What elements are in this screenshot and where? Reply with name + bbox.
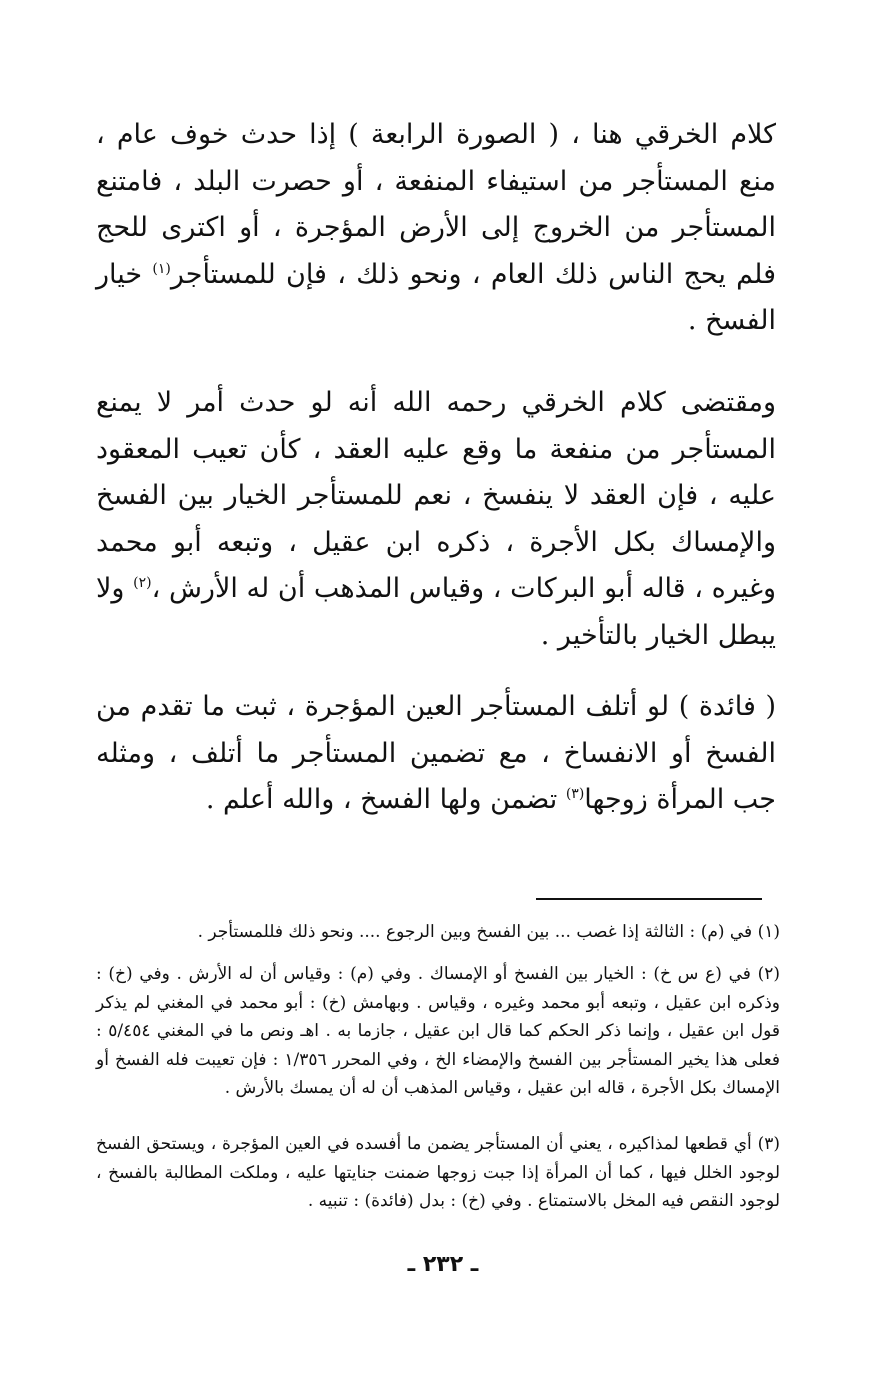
paragraph-text: ( فائدة ) لو أتلف المستأجر العين المؤجرة ، ثبت ما تقدم من الفسخ أو الانفساخ ، مع تضمين المستأجر ما أتلف ، ومثله جب المرأة زوجها [96, 691, 776, 815]
footnote-2: (٢) في (ع س خ) : الخيار بين الفسخ أو الإمساك . وفي (م) : وقياس أن له الأرش . وفي (خ) : وذكره ابن عقيل ، وتبعه أبو محمد وغيره ، وقياس . وبهامش (خ) : أبو محمد في المغني لم يذكر قول ابن عقيل ، وإنما ذكر الحكم كما قال ابن عقيل ، جازما به . اهـ ونص ما في المغني ٥/٤٥٤ : فعلى هذا يخير المستأجر بين الفسخ والإمضاء الخ ، وفي المحرر ١/٣٥٦ : فإن تعيبت فله الفسخ أو الإمساك بكل الأجرة ، قاله ابن عقيل ، وقياس المذهب أن له أن يمسك بالأرش . [96, 964, 780, 1098]
footnote-3: (٣) أي قطعها لمذاكيره ، يعني أن المستأجر يضمن ما أفسده في العين المؤجرة ، ويستحق الفسخ لوجود الخلل فيها ، كما أن المرأة إذا جبت زوجها ضمنت جنايتها عليه ، وملكت المطالبة بالفسخ ، لوجود النقص فيه المخل بالاستمتاع . وفي (خ) : بدل (فائدة) : تنبيه . [96, 1134, 780, 1211]
paragraph-text: تضمن ولها الفسخ ، والله أعلم . [205, 784, 566, 815]
paragraph-text: ولا يبطل الخيار بالتأخير . [96, 573, 776, 651]
footnote-reference-3[interactable]: (٣) [565, 786, 585, 802]
footnote-reference-2[interactable]: (٢) [133, 575, 152, 591]
paragraph-text: كلام الخرقي هنا ، ( الصورة الرابعة ) إذا حدث خوف عام ، منع المستأجر من استيفاء المنفعة ، أو حصرت البلد ، فامتنع المستأجر من الخروج إلى الأرض المؤجرة ، أو اكترى للحج فلم يحج الناس ذلك العام ، ونحو ذلك ، فإن للمستأجر [96, 119, 776, 290]
body-paragraph-2 [96, 380, 776, 659]
footnote-1: (١) في (م) : الثالثة إذا غصب ... بين الفسخ وبين الرجوع .... ونحو ذلك فللمستأجر . [197, 922, 780, 942]
footnote-separator [536, 898, 762, 900]
body-paragraph-1 [96, 112, 776, 345]
body-paragraph-3 [96, 684, 776, 824]
paragraph-text: ومقتضى كلام الخرقي رحمه الله أنه لو حدث أمر لا يمنع المستأجر من منفعة ما وقع عليه العقد ، كأن تعيب المعقود عليه ، فإن العقد لا ينفسخ ، نعم للمستأجر الخيار بين الفسخ والإمساك بكل الأجرة ، ذكره ابن عقيل ، وتبعه أبو محمد وغيره ، قاله أبو البركات ، وقياس المذهب أن له الأرش ، [96, 387, 776, 604]
paragraph-text: خيار الفسخ . [96, 258, 776, 336]
footnote-reference-1[interactable]: (١) [152, 260, 171, 277]
page-number: ـ ٢٣٢ ـ [407, 1252, 479, 1277]
